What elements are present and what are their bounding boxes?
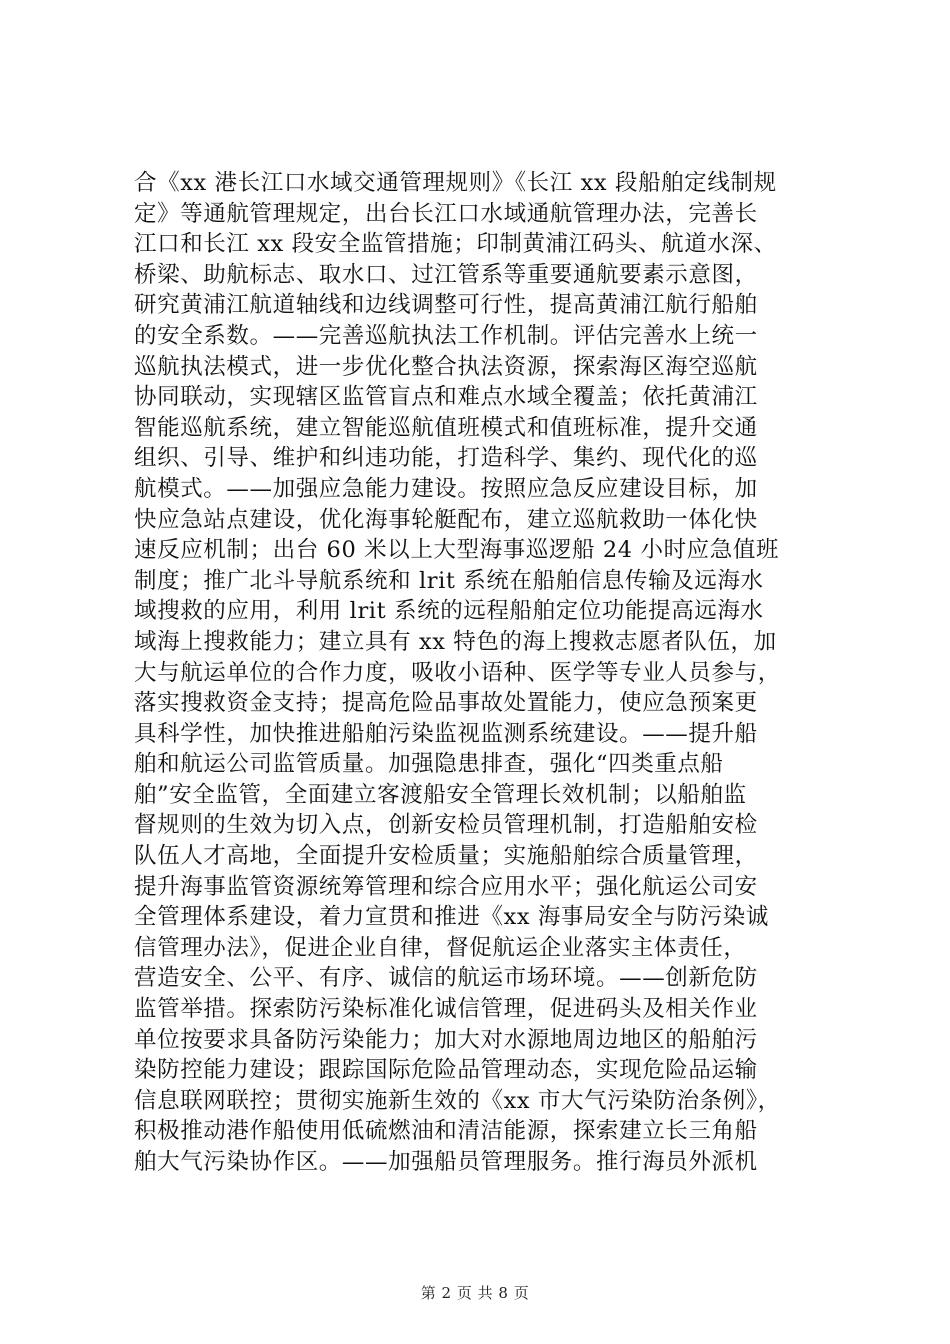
- text-line: 信息联网联控；贯彻实施新生效的《xx 市大气污染防治条例》，: [134, 1087, 781, 1114]
- body-text: [134, 168, 854, 1178]
- text-line: 染防控能力建设；跟踪国际危险品管理动态，实现危险品运输: [134, 1057, 758, 1084]
- text-line: 全管理体系建设，着力宣贯和推进《xx 海事局安全与防污染诚: [134, 904, 769, 931]
- text-line: 组织、引导、维护和纠违功能，打造科学、集约、现代化的巡: [134, 445, 758, 472]
- text-line: 营造安全、公平、有序、诚信的航运市场环境。——创新危防: [134, 965, 758, 992]
- text-line: 快应急站点建设，优化海事轮艇配布，建立巡航救助一体化快: [134, 506, 758, 533]
- text-line: 制度；推广北斗导航系统和 lrit 系统在船舶信息传输及远海水: [134, 567, 764, 594]
- page-number-footer: 第 2 页 共 8 页: [420, 1284, 530, 1302]
- text-line: 桥梁、助航标志、取水口、过江管系等重要通航要素示意图，: [134, 261, 758, 288]
- text-line: 江口和长江 xx 段安全监管措施；印制黄浦江码头、航道水深、: [134, 231, 777, 258]
- text-line: 研究黄浦江航道轴线和边线调整可行性，提高黄浦江航行船舶: [134, 292, 758, 319]
- text-line: 的安全系数。——完善巡航执法工作机制。评估完善水上统一: [134, 322, 758, 349]
- text-line: 合《xx 港长江口水域交通管理规则》《长江 xx 段船舶定线制规: [134, 170, 777, 196]
- text-line: 舶和航运公司监管质量。加强隐患排查，强化“四类重点船: [134, 751, 724, 778]
- text-line: 速反应机制；出台 60 米以上大型海事巡逻船 24 小时应急值班: [134, 537, 780, 564]
- text-line: 智能巡航系统，建立智能巡航值班模式和值班标准，提升交通: [134, 414, 758, 441]
- text-line: 协同联动，实现辖区监管盲点和难点水域全覆盖；依托黄浦江: [134, 384, 758, 411]
- text-line: 巡航执法模式，进一步优化整合执法资源，探索海区海空巡航: [134, 353, 758, 380]
- text-line: 提升海事监管资源统筹管理和综合应用水平；强化航运公司安: [134, 873, 758, 900]
- text-line: 督规则的生效为切入点，创新安检员管理机制，打造船舶安检: [134, 812, 758, 839]
- text-line: 舶大气污染协作区。——加强船员管理服务。推行海员外派机: [134, 1149, 758, 1175]
- text-line: 航模式。——加强应急能力建设。按照应急反应建设目标，加: [134, 475, 758, 502]
- text-line: 大与航运单位的合作力度，吸收小语种、医学等专业人员参与，: [134, 659, 781, 686]
- text-line: 域海上搜救能力；建立具有 xx 特色的海上搜救志愿者队伍，加: [134, 628, 777, 655]
- text-line: 信管理办法》，促进企业自律，督促航运企业落实主体责任，: [134, 934, 747, 961]
- text-line: 定》等通航管理规定，出台长江口水域通航管理办法，完善长: [134, 200, 758, 227]
- text-line: 队伍人才高地，全面提升安检质量；实施船舶综合质量管理，: [134, 843, 758, 870]
- text-line: 落实搜救资金支持；提高危险品事故处置能力，使应急预案更: [134, 690, 758, 717]
- text-line: 积极推动港作船使用低硫燃油和清洁能源，探索建立长三角船: [134, 1118, 758, 1145]
- text-line: 具科学性，加快推进船舶污染监视监测系统建设。——提升船: [134, 720, 758, 747]
- text-line: 监管举措。探索防污染标准化诚信管理，促进码头及相关作业: [134, 996, 758, 1023]
- text-line: 域搜救的应用，利用 lrit 系统的远程船舶定位功能提高远海水: [134, 598, 764, 625]
- text-line: 单位按要求具备防污染能力；加大对水源地周边地区的船舶污: [134, 1026, 758, 1053]
- text-line: 舶”安全监管，全面建立客渡船安全管理长效机制；以船舶监: [134, 781, 747, 808]
